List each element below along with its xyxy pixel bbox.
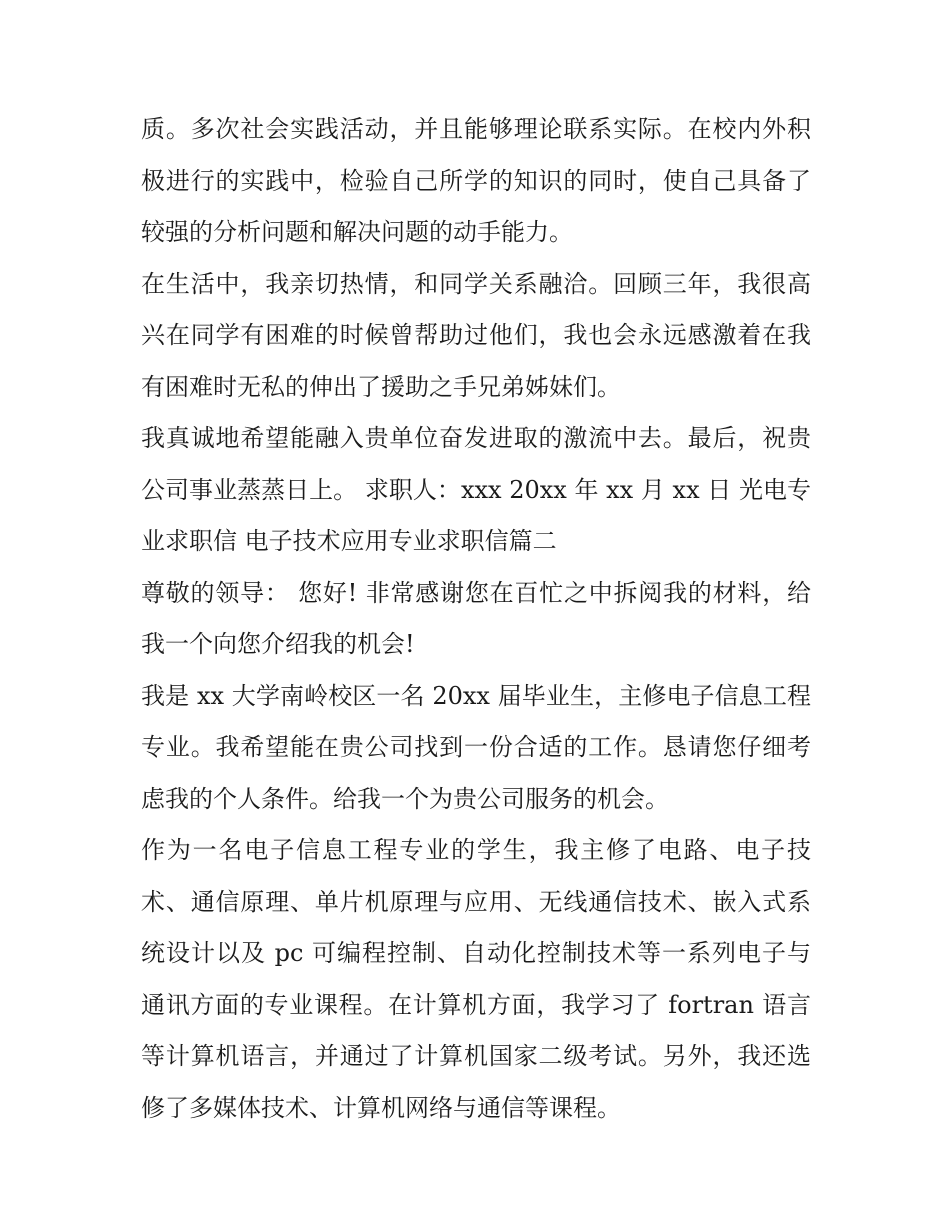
text-line: 兴在同学有困难的时候曾帮助过他们，我也会永远感激着在我 (141, 321, 811, 349)
text-line: 极进行的实践中，检验自己所学的知识的同时，使自己具备了 (141, 166, 811, 195)
text-line: 我是 xx 大学南岭校区一名 20xx 届毕业生，主修电子信息工程 (141, 681, 811, 710)
text-line: 虑我的个人条件。给我一个为贵公司服务的机会。 (141, 784, 669, 813)
text-line: 公司事业蒸蒸日上。 求职人：xxx 20xx 年 xx 月 xx 日 光电专 (141, 475, 811, 504)
text-line: 尊敬的领导： 您好! 非常感谢您在百忙之中拆阅我的材料，给 (141, 578, 811, 607)
text-line: 有困难时无私的伸出了援助之手兄弟姊妹们。 (141, 372, 621, 401)
text-line: 修了多媒体技术、计算机网络与通信等课程。 (141, 1093, 621, 1122)
text-line: 统设计以及 pc 可编程控制、自动化控制技术等一系列电子与 (141, 939, 811, 967)
text-line: 质。多次社会实践活动，并且能够理论联系实际。在校内外积 (141, 115, 811, 143)
text-line: 术、通信原理、单片机原理与应用、无线通信技术、嵌入式系 (141, 887, 811, 916)
document-body (141, 104, 811, 1134)
text-line: 等计算机语言，并通过了计算机国家二级考试。另外，我还选 (141, 1042, 811, 1070)
text-line: 作为一名电子信息工程专业的学生，我主修了电路、电子技 (141, 836, 811, 864)
text-line: 我一个向您介绍我的机会! (141, 630, 415, 658)
text-line: 我真诚地希望能融入贵单位奋发进取的激流中去。最后，祝贵 (141, 424, 811, 452)
text-line: 较强的分析问题和解决问题的动手能力。 (141, 218, 573, 246)
text-line: 专业。我希望能在贵公司找到一份合适的工作。恳请您仔细考 (141, 733, 811, 761)
text-line: 通讯方面的专业课程。在计算机方面，我学习了 fortran 语言 (141, 990, 811, 1019)
text-line: 业求职信 电子技术应用专业求职信篇二 (141, 527, 557, 555)
text-line: 在生活中，我亲切热情，和同学关系融洽。回顾三年，我很高 (141, 269, 811, 298)
